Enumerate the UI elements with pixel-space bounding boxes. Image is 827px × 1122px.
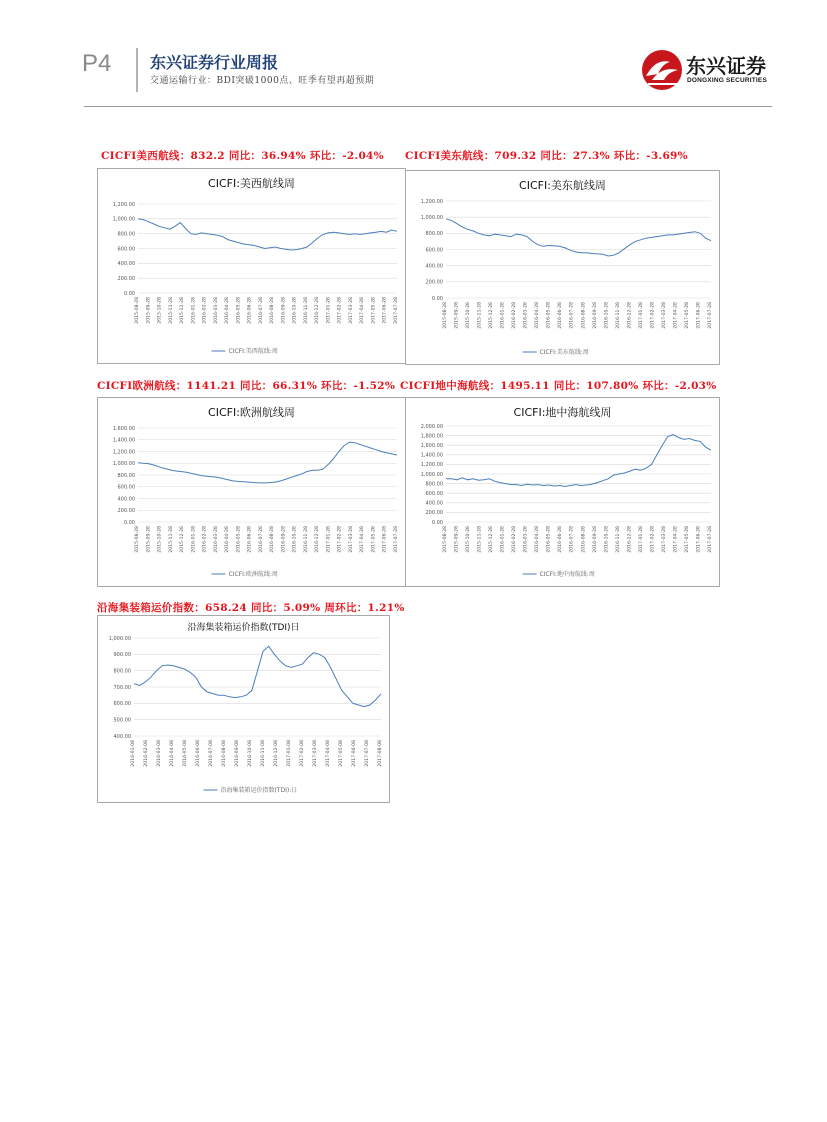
x-tick-label: 2016-10-28 [604,526,610,553]
caption-europe: CICFI欧洲航线：1141.21 同比：66.31% 环比：-1.52% [97,380,396,392]
caption-coastal-index: 沿海集装箱运价指数：658.24 同比：5.09% 周环比：1.21% [97,602,405,614]
x-tick-label: 2016-07-28 [258,526,264,553]
y-tick-label: 0.00 [123,290,135,297]
y-tick-label: 400.00 [113,733,131,740]
x-tick-label: 2016-05-28 [546,526,552,553]
y-tick-label: 2,000.00 [420,423,443,430]
y-tick-label: 500.00 [113,717,131,724]
chart-title: 沿海集装箱运价指数(TDI)日 [187,623,300,633]
x-tick-label: 2017-02-08 [300,740,305,767]
y-tick-label: 800.00 [425,231,443,238]
header-divider [136,48,138,92]
x-tick-label: 2016-04-28 [225,526,231,553]
x-tick-label: 2017-04-28 [360,297,366,324]
x-tick-label: 2015-12-28 [180,526,186,553]
x-tick-label: 2017-07-28 [708,526,713,553]
x-tick-label: 2017-03-28 [348,526,354,553]
x-tick-label: 2016-03-28 [213,297,219,324]
y-tick-label: 0.00 [431,519,443,526]
y-tick-label: 1,000.00 [420,214,443,221]
x-tick-label: 2017-06-28 [696,302,702,329]
y-tick-label: 700.00 [113,684,131,691]
x-tick-label: 2017-03-08 [313,740,318,767]
x-tick-label: 2017-06-28 [382,297,388,324]
x-tick-label: 2017-04-28 [360,526,366,553]
y-tick-label: 1,800.00 [420,433,443,440]
legend-label: CICFI:欧洲航线:周 [228,571,278,578]
y-tick-label: 1,600.00 [420,443,443,449]
x-tick-label: 2015-12-28 [180,297,186,324]
x-tick-label: 2016-06-28 [558,526,564,553]
x-tick-label: 2017-06-28 [382,526,388,553]
company-logo [640,48,772,92]
y-tick-label: 1,000.00 [112,461,135,468]
series-line [446,435,711,487]
y-tick-label: 200.00 [425,279,443,286]
x-tick-label: 2016-08-08 [222,740,227,767]
x-tick-label: 2016-07-28 [569,526,575,553]
y-tick-label: 1,400.00 [112,437,135,444]
x-tick-label: 2017-08-08 [378,740,383,767]
x-tick-label: 2017-02-28 [337,297,343,324]
chart-mediterranean [405,397,720,587]
x-tick-label: 2016-11-08 [261,740,266,767]
y-tick-label: 800.00 [113,668,131,675]
x-tick-label: 2016-05-28 [236,526,242,553]
x-tick-label: 2015-08-28 [443,302,448,329]
chart-europe [97,397,406,587]
x-tick-label: 2017-04-28 [673,302,679,329]
legend-label: CICFI:美西航线:周 [228,348,278,355]
x-tick-label: 2016-12-08 [274,740,279,767]
x-tick-label: 2016-09-28 [592,302,598,329]
x-tick-label: 2016-10-08 [248,740,253,767]
x-tick-label: 2016-05-08 [183,740,188,767]
x-tick-label: 2015-11-28 [168,297,174,324]
y-tick-label: 400.00 [425,263,443,270]
x-tick-label: 2015-12-28 [489,526,495,553]
caption-east-coast: CICFI美东航线：709.32 同比：27.3% 环比：-3.69% [405,150,688,162]
series-line [138,442,397,483]
chart-west-coast [97,168,406,364]
header-rule [84,106,772,107]
chart-coastal-index [97,615,390,803]
x-tick-label: 2016-05-28 [236,297,242,324]
series-line [446,219,711,256]
y-tick-label: 400.00 [425,500,443,507]
x-tick-label: 2016-12-28 [627,526,633,553]
x-tick-label: 2017-02-28 [650,302,656,329]
x-tick-label: 2015-11-28 [477,526,483,553]
x-tick-label: 2016-04-28 [535,302,541,329]
x-tick-label: 2017-04-28 [673,526,679,553]
x-tick-label: 2017-04-08 [326,740,331,767]
x-tick-label: 2016-02-28 [512,302,518,329]
legend-label: CICFI:地中海航线:周 [539,571,595,578]
x-tick-label: 2017-05-28 [684,526,690,553]
x-tick-label: 2016-03-28 [523,526,529,553]
x-tick-label: 2016-02-08 [144,740,149,767]
y-tick-label: 800.00 [117,231,135,238]
x-tick-label: 2016-08-28 [581,302,587,329]
y-tick-label: 800.00 [425,481,443,488]
x-tick-label: 2015-09-28 [146,297,152,324]
x-tick-label: 2016-09-28 [592,526,598,553]
y-tick-label: 1,200.00 [112,449,135,456]
x-tick-label: 2016-11-28 [615,526,621,553]
x-tick-label: 2015-10-28 [466,302,472,329]
x-tick-label: 2016-09-08 [235,740,240,767]
chart-title: CICFI:美西航线周 [208,177,295,190]
x-tick-label: 2017-05-08 [339,740,344,767]
x-tick-label: 2017-07-28 [708,302,713,329]
x-tick-label: 2015-10-28 [466,526,472,553]
legend-label: CICFI:美东航线:周 [539,349,589,356]
chart-east-coast [405,170,720,365]
x-tick-label: 2016-01-28 [500,302,506,329]
x-tick-label: 2017-06-08 [352,740,357,767]
y-tick-label: 900.00 [113,652,131,659]
y-tick-label: 600.00 [425,491,443,497]
x-tick-label: 2016-07-28 [258,297,264,324]
x-tick-label: 2017-01-28 [638,526,644,553]
x-tick-label: 2015-09-28 [454,526,460,553]
report-subtitle: 交通运输行业：BDI突破1000点、旺季有望再超预期 [150,76,375,86]
x-tick-label: 2017-02-28 [650,526,656,553]
x-tick-label: 2016-12-28 [315,297,321,324]
x-tick-label: 2016-11-28 [615,302,621,329]
y-tick-label: 200.00 [425,510,443,517]
y-tick-label: 1,200.00 [112,201,135,208]
chart-europe-svg [98,398,405,586]
y-tick-label: 0.00 [123,519,135,526]
x-tick-label: 2015-10-28 [157,297,163,324]
x-tick-label: 2017-07-08 [365,740,370,767]
y-tick-label: 400.00 [117,496,135,503]
x-tick-label: 2017-07-28 [394,297,399,324]
x-tick-label: 2016-06-08 [196,740,201,767]
x-tick-label: 2016-02-28 [202,297,208,324]
x-tick-label: 2016-03-08 [157,740,162,767]
page-number: P4 [82,50,112,77]
y-tick-label: 400.00 [117,261,135,268]
x-tick-label: 2016-04-28 [535,526,541,553]
report-title: 东兴证券行业周报 [150,53,279,72]
x-tick-label: 2016-01-28 [191,297,197,324]
x-tick-label: 2016-09-28 [281,297,287,324]
x-tick-label: 2016-07-28 [569,302,575,329]
x-tick-label: 2016-12-28 [315,526,321,553]
chart-title: CICFI:美东航线周 [519,179,606,192]
x-tick-label: 2017-01-08 [287,740,292,767]
y-tick-label: 1,600.00 [112,425,135,432]
y-tick-label: 1,200.00 [420,462,443,469]
x-tick-label: 2017-03-28 [348,297,354,324]
y-tick-label: 600.00 [425,247,443,254]
caption-west-coast: CICFI美西航线：832.2 同比：36.94% 环比：-2.04% [101,150,384,162]
x-tick-label: 2017-03-28 [661,302,667,329]
x-tick-label: 2016-02-28 [202,526,208,553]
chart-coastal-index-svg [98,616,389,802]
x-tick-label: 2015-10-28 [157,526,163,553]
x-tick-label: 2016-03-28 [523,302,529,329]
x-tick-label: 2016-09-28 [281,526,287,553]
x-tick-label: 2016-06-28 [247,526,253,553]
chart-title: CICFI:地中海航线周 [513,406,612,419]
x-tick-label: 2017-01-28 [638,302,644,329]
y-tick-label: 600.00 [117,484,135,491]
x-tick-label: 2015-11-28 [477,302,483,329]
y-tick-label: 1,400.00 [420,452,443,459]
logo-name: 东兴证券 [686,54,766,78]
y-tick-label: 600.00 [113,701,131,708]
x-tick-label: 2016-08-28 [581,526,587,553]
x-tick-label: 2016-01-28 [191,526,197,553]
series-line [138,219,397,250]
x-tick-label: 2016-03-28 [213,526,219,553]
x-tick-label: 2016-11-28 [303,297,309,324]
x-tick-label: 2015-08-28 [135,297,140,324]
x-tick-label: 2017-01-28 [326,526,332,553]
x-tick-label: 2016-05-28 [546,302,552,329]
x-tick-label: 2016-07-08 [209,740,214,767]
x-tick-label: 2016-08-28 [270,297,276,324]
x-tick-label: 2015-09-28 [454,302,460,329]
y-tick-label: 200.00 [117,508,135,515]
series-line [134,646,381,706]
y-tick-label: 1,000.00 [112,216,135,223]
x-tick-label: 2016-06-28 [247,297,253,324]
x-tick-label: 2017-02-28 [337,526,343,553]
y-tick-label: 1,000.00 [420,471,443,478]
x-tick-label: 2017-06-28 [696,526,702,553]
x-tick-label: 2017-05-28 [684,302,690,329]
y-tick-label: 1,000.00 [108,635,131,642]
y-tick-label: 800.00 [117,472,135,479]
x-tick-label: 2017-05-28 [371,297,377,324]
x-tick-label: 2016-06-28 [558,302,564,329]
x-tick-label: 2015-08-28 [135,526,140,553]
x-tick-label: 2016-10-28 [604,302,610,329]
x-tick-label: 2017-03-28 [661,526,667,553]
x-tick-label: 2017-05-28 [371,526,377,553]
logo-english-name: DONGXING SECURITIES [687,77,768,84]
x-tick-label: 2016-01-08 [131,740,136,767]
x-tick-label: 2016-08-28 [270,526,276,553]
y-tick-label: 200.00 [117,275,135,282]
caption-mediterranean: CICFI地中海航线：1495.11 同比：107.80% 环比：-2.03% [400,380,717,392]
y-tick-label: 1,200.00 [420,198,443,205]
x-tick-label: 2016-10-28 [292,526,298,553]
chart-title: CICFI:欧洲航线周 [208,406,295,419]
x-tick-label: 2017-01-28 [326,297,332,324]
logo-mark-icon [640,48,686,92]
x-tick-label: 2016-04-08 [170,740,175,767]
x-tick-label: 2017-07-28 [394,526,399,553]
chart-mediterranean-svg [406,398,719,586]
y-tick-label: 600.00 [117,246,135,253]
legend-label: 沿海集装箱运价指数(TDI):日 [220,787,298,794]
x-tick-label: 2016-11-28 [303,526,309,553]
x-tick-label: 2015-09-28 [146,526,152,553]
x-tick-label: 2015-08-28 [443,526,448,553]
x-tick-label: 2015-11-28 [168,526,174,553]
x-tick-label: 2016-10-28 [292,297,298,324]
chart-west-coast-svg [98,169,405,363]
chart-east-coast-svg [406,171,719,364]
x-tick-label: 2016-04-28 [225,297,231,324]
y-tick-label: 0.00 [431,295,443,302]
x-tick-label: 2015-12-28 [489,302,495,329]
x-tick-label: 2016-02-28 [512,526,518,553]
x-tick-label: 2016-12-28 [627,302,633,329]
x-tick-label: 2016-01-28 [500,526,506,553]
